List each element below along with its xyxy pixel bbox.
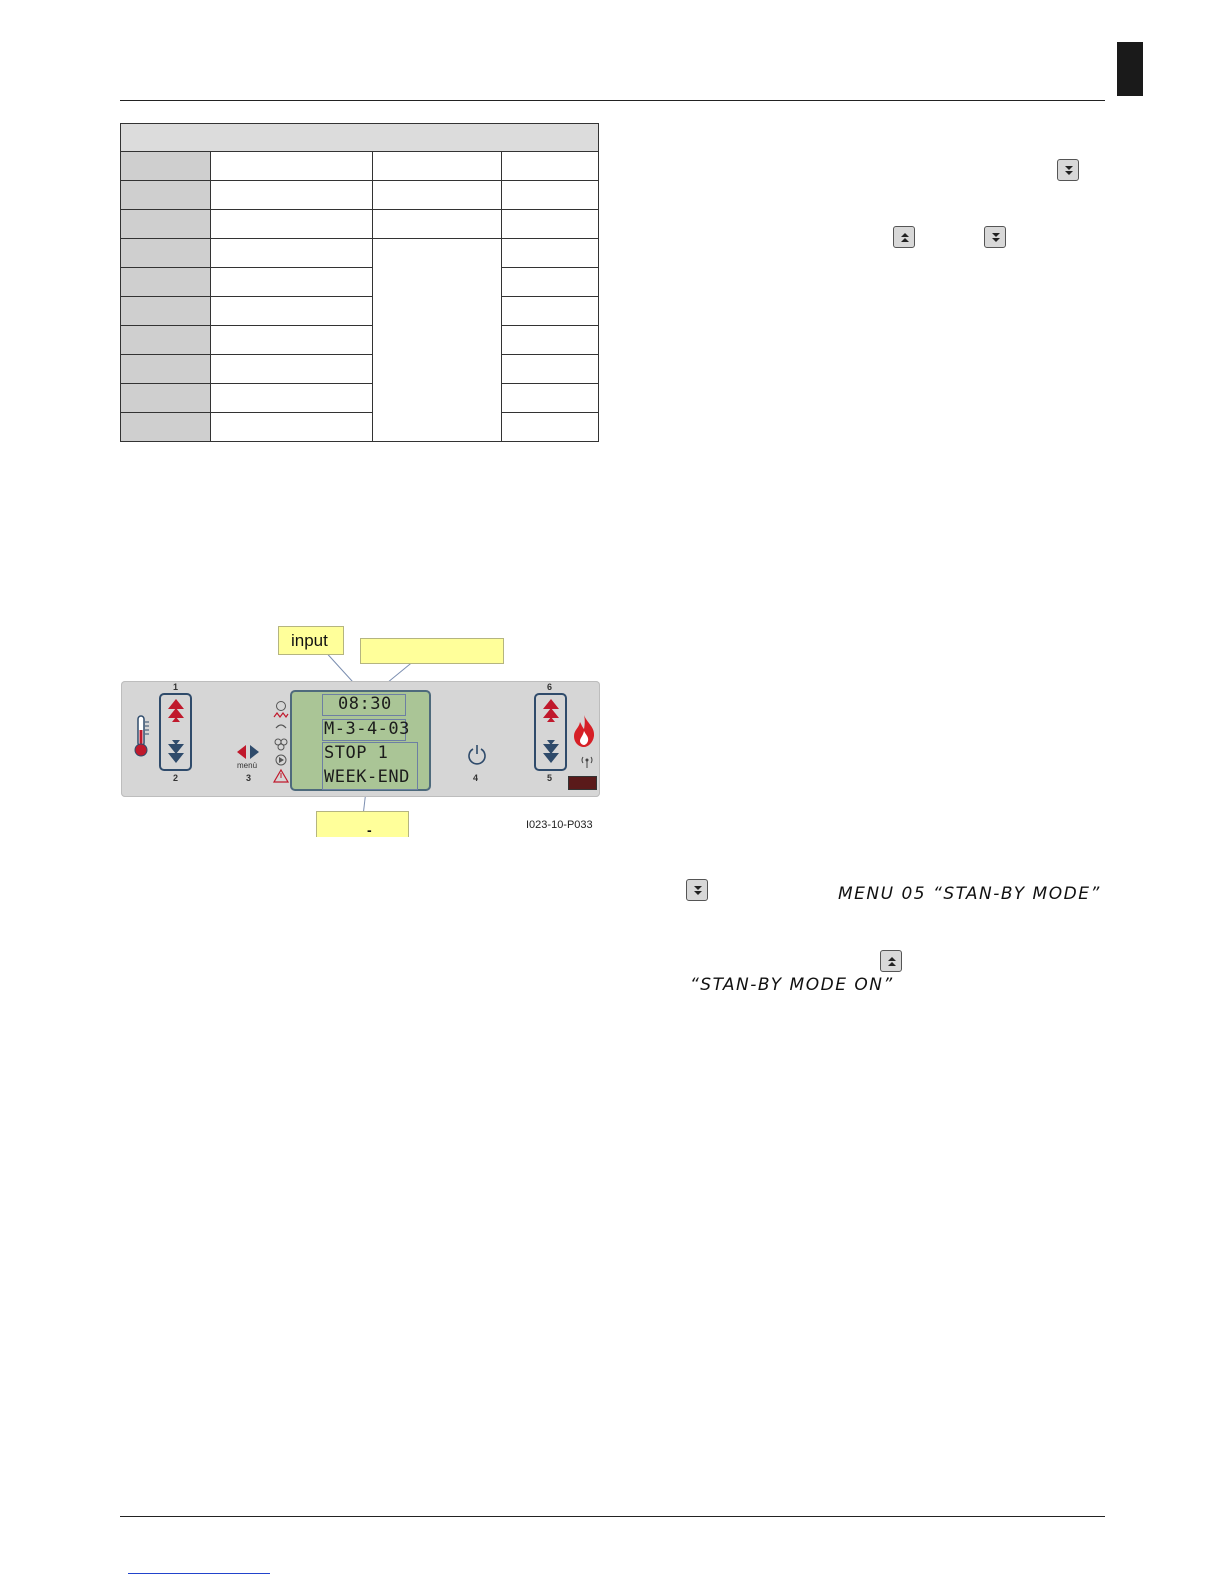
scroll-down-button-icon	[984, 226, 1006, 248]
stand-by-mode-on-reference: “STAN-BY MODE ON”	[690, 975, 894, 995]
footer-rule	[120, 1516, 1105, 1517]
language-tab	[1117, 42, 1143, 96]
table-row	[121, 297, 599, 326]
button-number-2: 2	[173, 773, 179, 783]
table-row	[121, 413, 599, 442]
scroll-up-button-icon	[893, 226, 915, 248]
figure-code: I023-10-P033	[526, 819, 593, 831]
antenna-icon	[580, 754, 594, 768]
table-row	[121, 384, 599, 413]
temperature-keys[interactable]	[159, 693, 192, 771]
bottom-callout	[316, 811, 409, 837]
scroll-down-button-icon	[686, 879, 708, 901]
merged-cell	[372, 239, 501, 442]
table-row	[121, 152, 599, 181]
menu-label: menù	[237, 761, 258, 770]
table-header-row	[121, 124, 599, 152]
table-row	[121, 239, 599, 268]
table-row	[121, 181, 599, 210]
lcd-mode: WEEK-END	[324, 767, 410, 787]
temperature-up-button[interactable]	[166, 697, 186, 723]
table-row	[121, 210, 599, 239]
menu-05-reference: MENU 05 “STAN-BY MODE”	[838, 884, 1101, 904]
power-icon[interactable]	[466, 744, 488, 766]
thermometer-icon	[130, 714, 152, 758]
input-callout	[278, 626, 344, 655]
input-callout-label: input	[291, 631, 328, 650]
status-icons-column	[272, 700, 290, 790]
programming-table	[120, 123, 599, 442]
lcd-program: STOP 1	[324, 743, 389, 763]
table-row	[121, 326, 599, 355]
header-rule	[120, 100, 1105, 101]
flame-icon	[571, 714, 597, 748]
scroll-down-button-icon	[1057, 159, 1079, 181]
table-row	[121, 268, 599, 297]
table-row	[121, 355, 599, 384]
button-number-5: 5	[547, 773, 553, 783]
scroll-up-button-icon	[880, 950, 902, 972]
receiver-indicator	[568, 776, 597, 790]
menu-arrows-icon[interactable]	[236, 744, 260, 760]
power-level-keys[interactable]	[534, 693, 567, 771]
button-number-6: 6	[547, 682, 553, 692]
footer-link[interactable]	[128, 1573, 270, 1574]
button-number-3: 3	[246, 773, 252, 783]
button-number-4: 4	[473, 773, 479, 783]
temperature-down-button[interactable]	[166, 739, 186, 765]
display-callout	[360, 638, 504, 664]
lcd-date: M-3-4-03	[324, 719, 410, 739]
button-number-1: 1	[173, 682, 179, 692]
power-up-button[interactable]	[541, 697, 561, 723]
lcd-time: 08:30	[338, 694, 392, 714]
bottom-callout-label: -	[367, 822, 372, 838]
power-down-button[interactable]	[541, 739, 561, 765]
